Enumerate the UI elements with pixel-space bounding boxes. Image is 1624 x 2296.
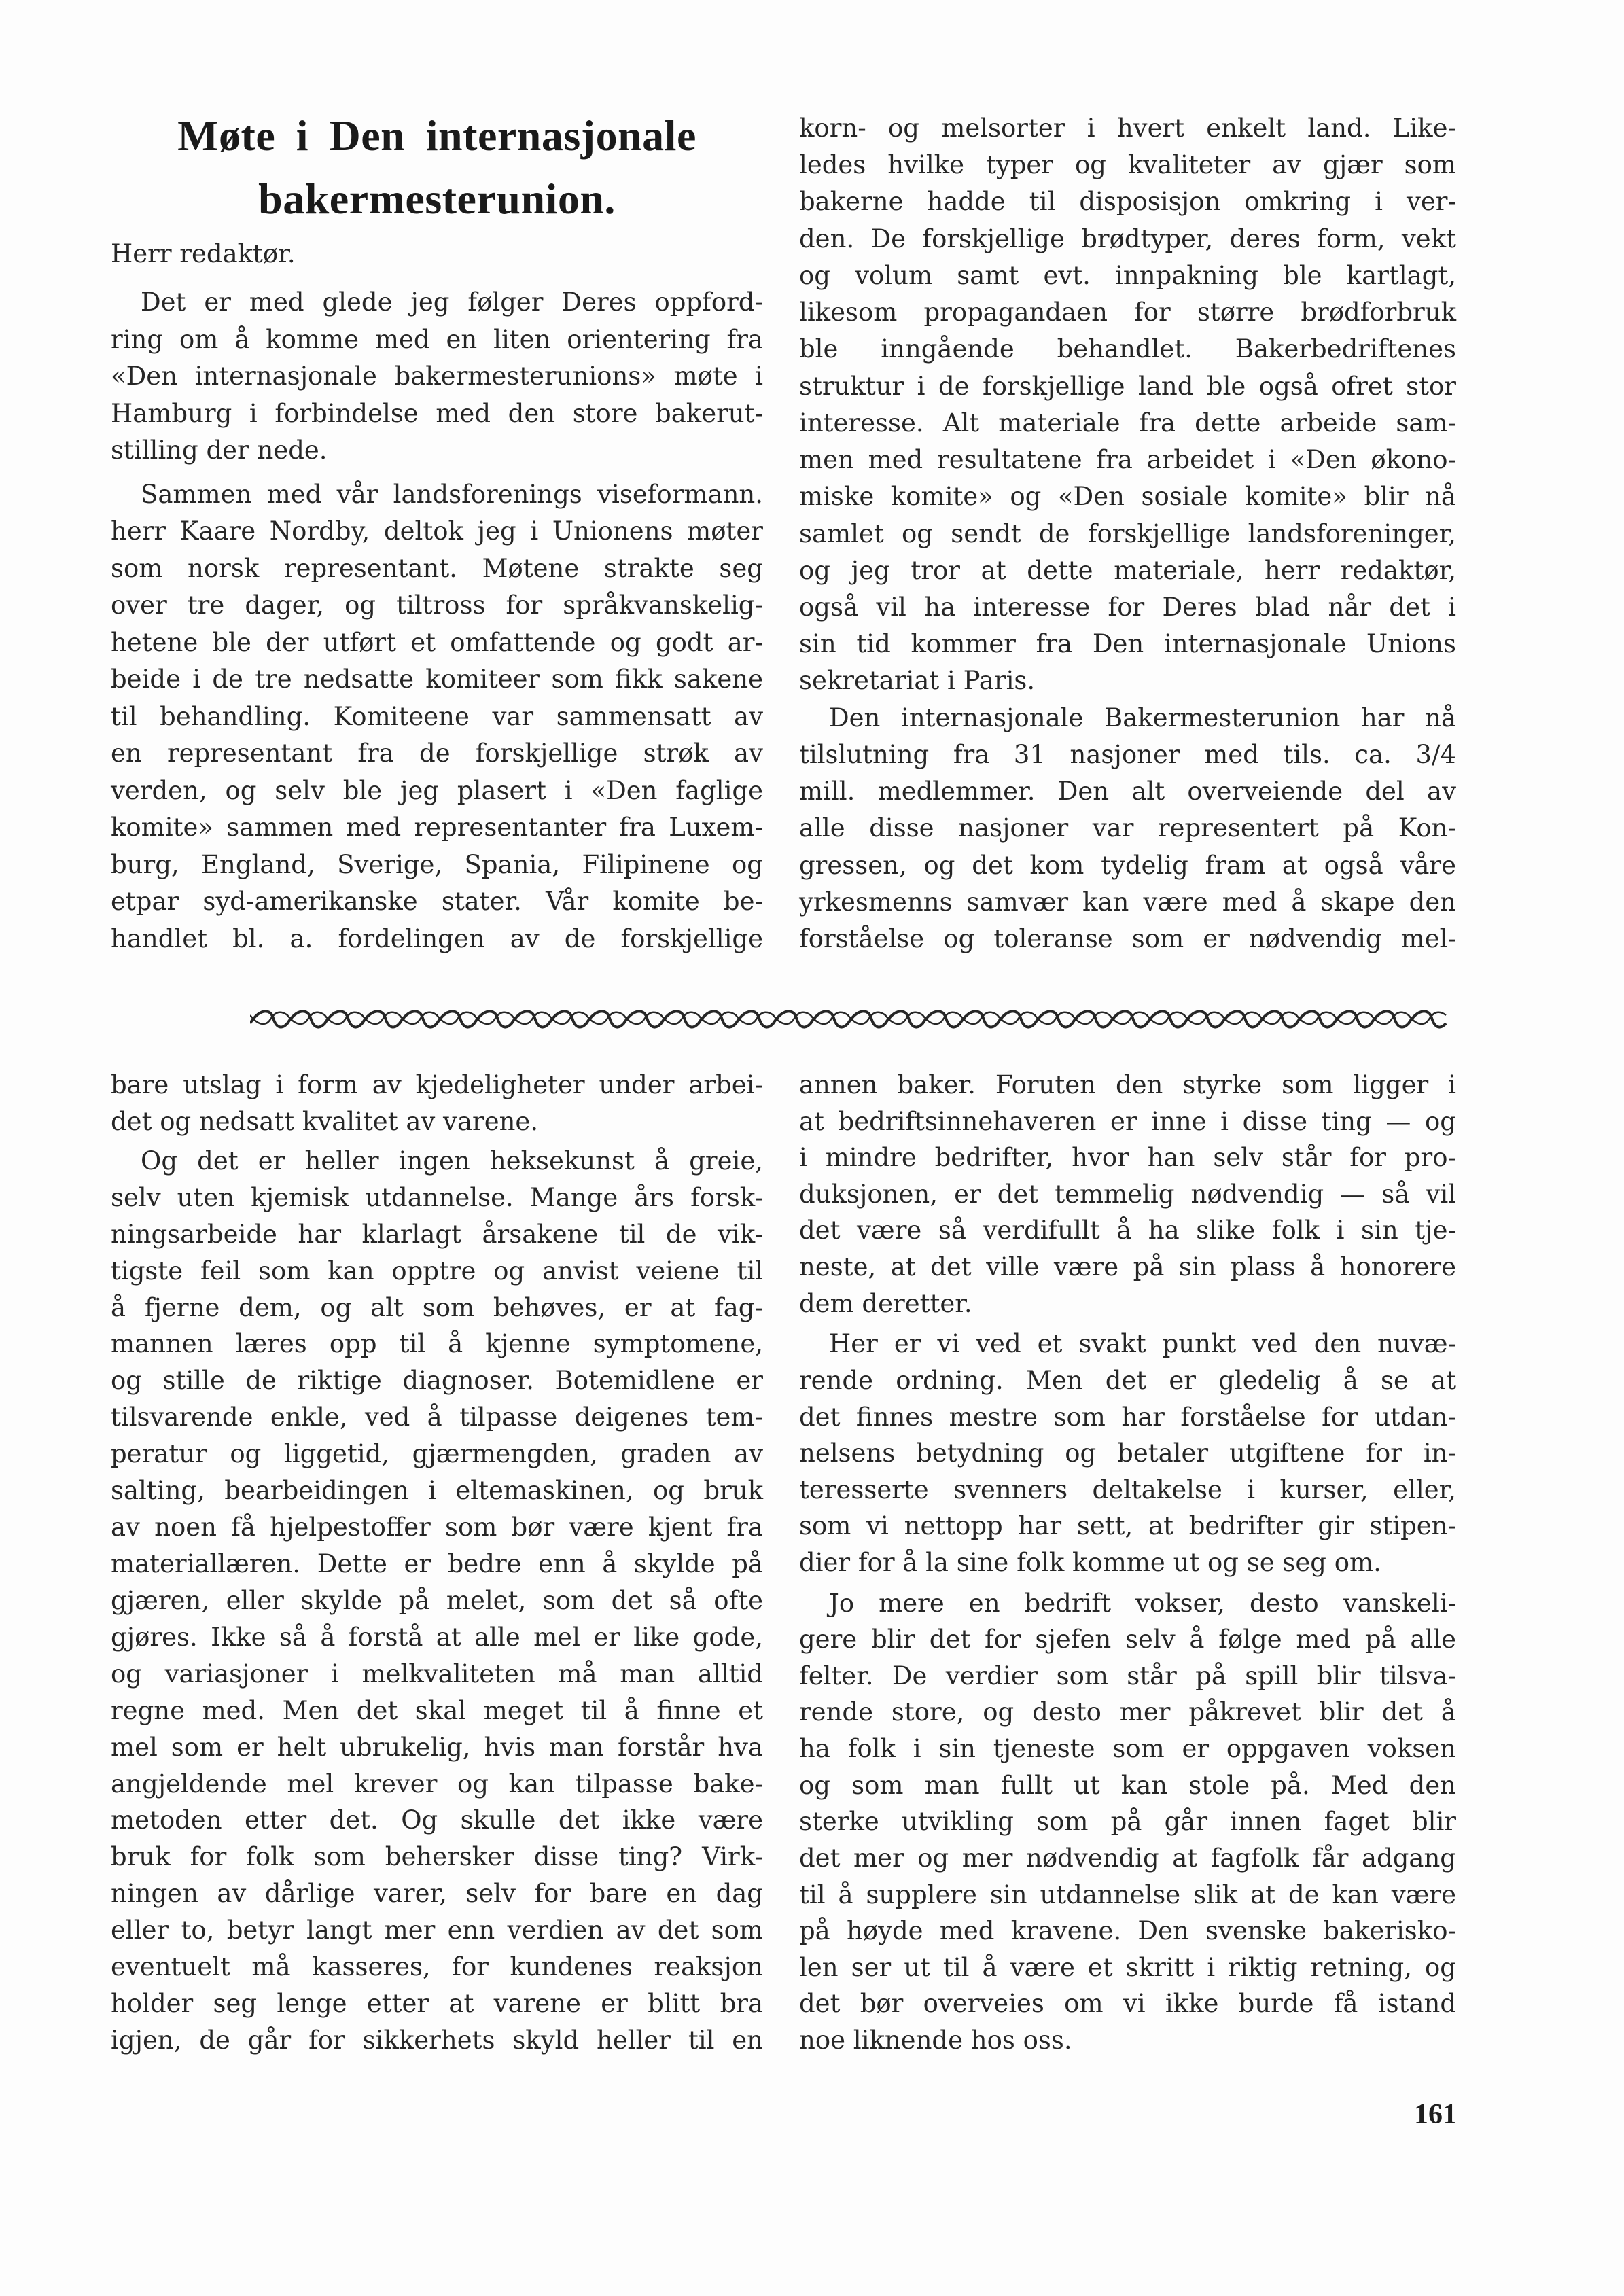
text-line: interesse. Alt materiale fra dette arbeide sam- — [799, 408, 1456, 438]
text-line: mill. medlemmer. Den alt overveiende del av — [799, 777, 1456, 807]
text-line: det bør overveies om vi ikke burde få istand — [799, 1989, 1456, 2019]
text-line: dier for å la sine folk komme ut og se seg om. — [799, 1548, 1381, 1577]
text-line: tigste feil som kan opptre og anvist veiene til — [111, 1256, 763, 1286]
text-line: holder seg lenge etter at varene er blitt bra — [111, 1989, 763, 2019]
text-line: det være så verdifullt å ha slike folk i sin tje- — [799, 1216, 1456, 1246]
text-line: miske komite» og «Den sosiale komite» blir nå — [799, 482, 1456, 512]
text-line: eller to, betyr langt mer enn verdien av det som — [111, 1915, 763, 1945]
text-line: i mindre bedrifter, hvor han selv står for pro- — [799, 1143, 1456, 1173]
text-line: til å supplere sin utdannelse slik at de kan være — [799, 1879, 1456, 1909]
text-line: Sammen med vår landsforenings viseformann. — [141, 479, 763, 509]
text-line: tilsvarende enkle, ved å tilpasse deigenes tem- — [111, 1402, 763, 1432]
text-line: sekretariat i Paris. — [799, 666, 1036, 696]
text-line: mel som er helt ubrukelig, hvis man forstår hva — [111, 1732, 763, 1762]
text-line: korn- og melsorter i hvert enkelt land. Like- — [799, 113, 1456, 143]
text-line: felter. De verdier som står på spill blir tilsva- — [799, 1661, 1456, 1691]
text-line: til behandling. Komiteene var sammensatt av — [111, 701, 763, 731]
text-line: struktur i de forskjellige land ble også ofret stor — [799, 371, 1456, 401]
text-line: forståelse og toleranse som er nødvendig mel- — [799, 924, 1456, 953]
text-line: Jo mere en bedrift vokser, desto vanskeli- — [829, 1588, 1456, 1618]
text-line: angjeldende mel krever og kan tilpasse bake- — [111, 1769, 763, 1799]
text-line: metoden etter det. Og skulle det ikke være — [111, 1805, 763, 1835]
text-line: det og nedsatt kvalitet av varene. — [111, 1106, 539, 1136]
text-line: likesom propagandaen for større brødforbruk — [799, 298, 1456, 328]
text-line: sin tid kommer fra Den internasjonale Unions — [799, 629, 1456, 659]
text-line: gressen, og det kom tydelig fram at også våre — [799, 850, 1456, 880]
text-line: komite» sammen med representanter fra Luxem- — [111, 813, 763, 843]
text-line: «Den internasjonale bakermesterunions» møte i — [111, 361, 763, 391]
column-bottom-left — [111, 0, 763, 2296]
text-line: salting, bearbeidingen i eltemaskinen, og bruk — [111, 1476, 763, 1506]
text-line: noe liknende hos oss. — [799, 2026, 1072, 2055]
text-line: etpar syd-amerikanske stater. Vår komite be- — [111, 887, 763, 917]
text-line: å fjerne dem, og alt som behøves, er at fag- — [111, 1292, 763, 1322]
text-line: og volum samt evt. innpakning ble kartlagt, — [799, 260, 1456, 290]
text-line: stilling der nede. — [111, 436, 328, 465]
text-line: alle disse nasjoner var representert på Kon- — [799, 813, 1456, 843]
text-line: Og det er heller ingen heksekunst å greie, — [141, 1146, 763, 1176]
salutation: Herr redaktør. — [111, 239, 296, 268]
text-line: bare utslag i form av kjedeligheter under arbei- — [111, 1070, 763, 1099]
text-line: og jeg tror at dette materiale, herr redaktør, — [799, 555, 1456, 585]
text-line: len ser ut til å være et skritt i riktig retning, og — [799, 1952, 1456, 1982]
text-line: samlet og sendt de forskjellige landsforeninger, — [799, 518, 1456, 548]
text-line: bruk for folk som behersker disse ting? Virk- — [111, 1842, 763, 1872]
text-line: det mer og mer nødvendig at fagfolk får adgang — [799, 1843, 1456, 1873]
text-line: Hamburg i forbindelse med den store bakerut- — [111, 398, 763, 428]
text-line: ble inngående behandlet. Bakerbedriftenes — [799, 334, 1456, 364]
text-line: av noen få hjelpestoffer som bør være kjent fra — [111, 1513, 763, 1542]
text-line: rende ordning. Men det er gledelig å se at — [799, 1365, 1456, 1395]
text-line: rende store, og desto mer påkrevet blir det å — [799, 1697, 1456, 1727]
text-line: gjøres. Ikke så å forstå at alle mel er like gode, — [111, 1622, 763, 1652]
text-line: gjæren, eller skylde på melet, som det så ofte — [111, 1585, 763, 1615]
text-line: neste, at det ville være på sin plass å honorere — [799, 1252, 1456, 1282]
article-title-line-2: bakermesterunion. — [258, 175, 616, 223]
text-line: at bedriftsinnehaveren er inne i disse ting — og — [799, 1106, 1456, 1136]
text-line: det finnes mestre som har forståelse for utdan- — [799, 1402, 1456, 1432]
text-line: og variasjoner i melkvaliteten må man alltid — [111, 1659, 763, 1689]
text-line: nelsens betydning og betaler utgiftene for in- — [799, 1438, 1456, 1468]
column-bottom-right — [799, 0, 1456, 2296]
text-line: beide i de tre nedsatte komiteer som fikk sakene — [111, 665, 763, 694]
text-line: Her er vi ved et svakt punkt ved den nuvæ- — [829, 1329, 1456, 1359]
text-line: Det er med glede jeg følger Deres oppford- — [141, 287, 763, 317]
text-line: men med resultatene fra arbeidet i «Den økono- — [799, 445, 1456, 475]
text-line: Den internasjonale Bakermesterunion har nå — [829, 703, 1456, 732]
text-line: burg, England, Sverige, Spania, Filipinene og — [111, 849, 763, 879]
text-line: mannen læres opp til å kjenne symptomene, — [111, 1329, 763, 1359]
text-line: dem deretter. — [799, 1288, 972, 1318]
text-line: som norsk representant. Møtene strakte seg — [111, 553, 763, 583]
text-line: igjen, de går for sikkerhets skyld heller til en — [111, 2026, 763, 2055]
text-line: over tre dager, og tiltross for språkvanskelig- — [111, 590, 763, 620]
text-line: ha folk i sin tjeneste som er oppgaven voksen — [799, 1734, 1456, 1764]
article-title-line-1: Møte i Den internasjonale — [177, 111, 696, 160]
text-line: eventuelt må kasseres, for kundenes reaksjon — [111, 1952, 763, 1982]
text-line: materiallæren. Dette er bedre enn å skylde på — [111, 1549, 763, 1578]
text-line: gere blir det for sjefen selv å følge med på alle — [799, 1625, 1456, 1655]
text-line: en representant fra de forskjellige strøk av — [111, 739, 763, 769]
text-line: ningen av dårlige varer, selv for bare en dag — [111, 1879, 763, 1909]
text-line: bakerne hadde til disposisjon omkring i ver- — [799, 187, 1456, 217]
text-line: verden, og selv ble jeg plasert i «Den faglige — [111, 775, 763, 805]
text-line: også vil ha interesse for Deres blad når det i — [799, 592, 1456, 622]
text-line: selv uten kjemisk utdannelse. Mange års forsk- — [111, 1182, 763, 1212]
text-line: peratur og liggetid, gjærmengden, graden av — [111, 1439, 763, 1469]
text-line: og som man fullt ut kan stole på. Med den — [799, 1770, 1456, 1800]
text-line: tilslutning fra 31 nasjoner med tils. ca. 3/4 — [799, 739, 1456, 769]
text-line: ningsarbeide har klarlagt årsakene til de vik- — [111, 1219, 763, 1249]
text-line: annen baker. Foruten den styrke som ligger i — [799, 1070, 1456, 1099]
text-line: duksjonen, er det temmelig nødvendig — så vil — [799, 1179, 1456, 1209]
text-line: ledes hvilke typer og kvaliteter av gjær som — [799, 150, 1456, 180]
text-line: yrkesmenns samvær kan være med å skape den — [799, 887, 1456, 917]
text-line: hetene ble der utført et omfattende og godt ar- — [111, 627, 763, 657]
text-line: regne med. Men det skal meget til å finne et — [111, 1695, 763, 1725]
text-line: handlet bl. a. fordelingen av de forskjellige — [111, 924, 763, 953]
page-number: 161 — [1414, 2099, 1457, 2130]
text-line: ring om å komme med en liten orientering fra — [111, 324, 763, 354]
text-line: på høyde med kravene. Den svenske bakerisko- — [799, 1916, 1456, 1946]
text-line: teresserte svenners deltakelse i kurser, eller, — [799, 1474, 1456, 1504]
text-line: herr Kaare Nordby, deltok jeg i Unionens møter — [111, 516, 763, 546]
text-line: og stille de riktige diagnoser. Botemidlene er — [111, 1366, 763, 1396]
text-line: den. De forskjellige brødtyper, deres form, vekt — [799, 224, 1456, 253]
text-line: sterke utvikling som på går innen faget blir — [799, 1807, 1456, 1837]
text-line: som vi nettopp har sett, at bedrifter gir stipen- — [799, 1511, 1456, 1541]
